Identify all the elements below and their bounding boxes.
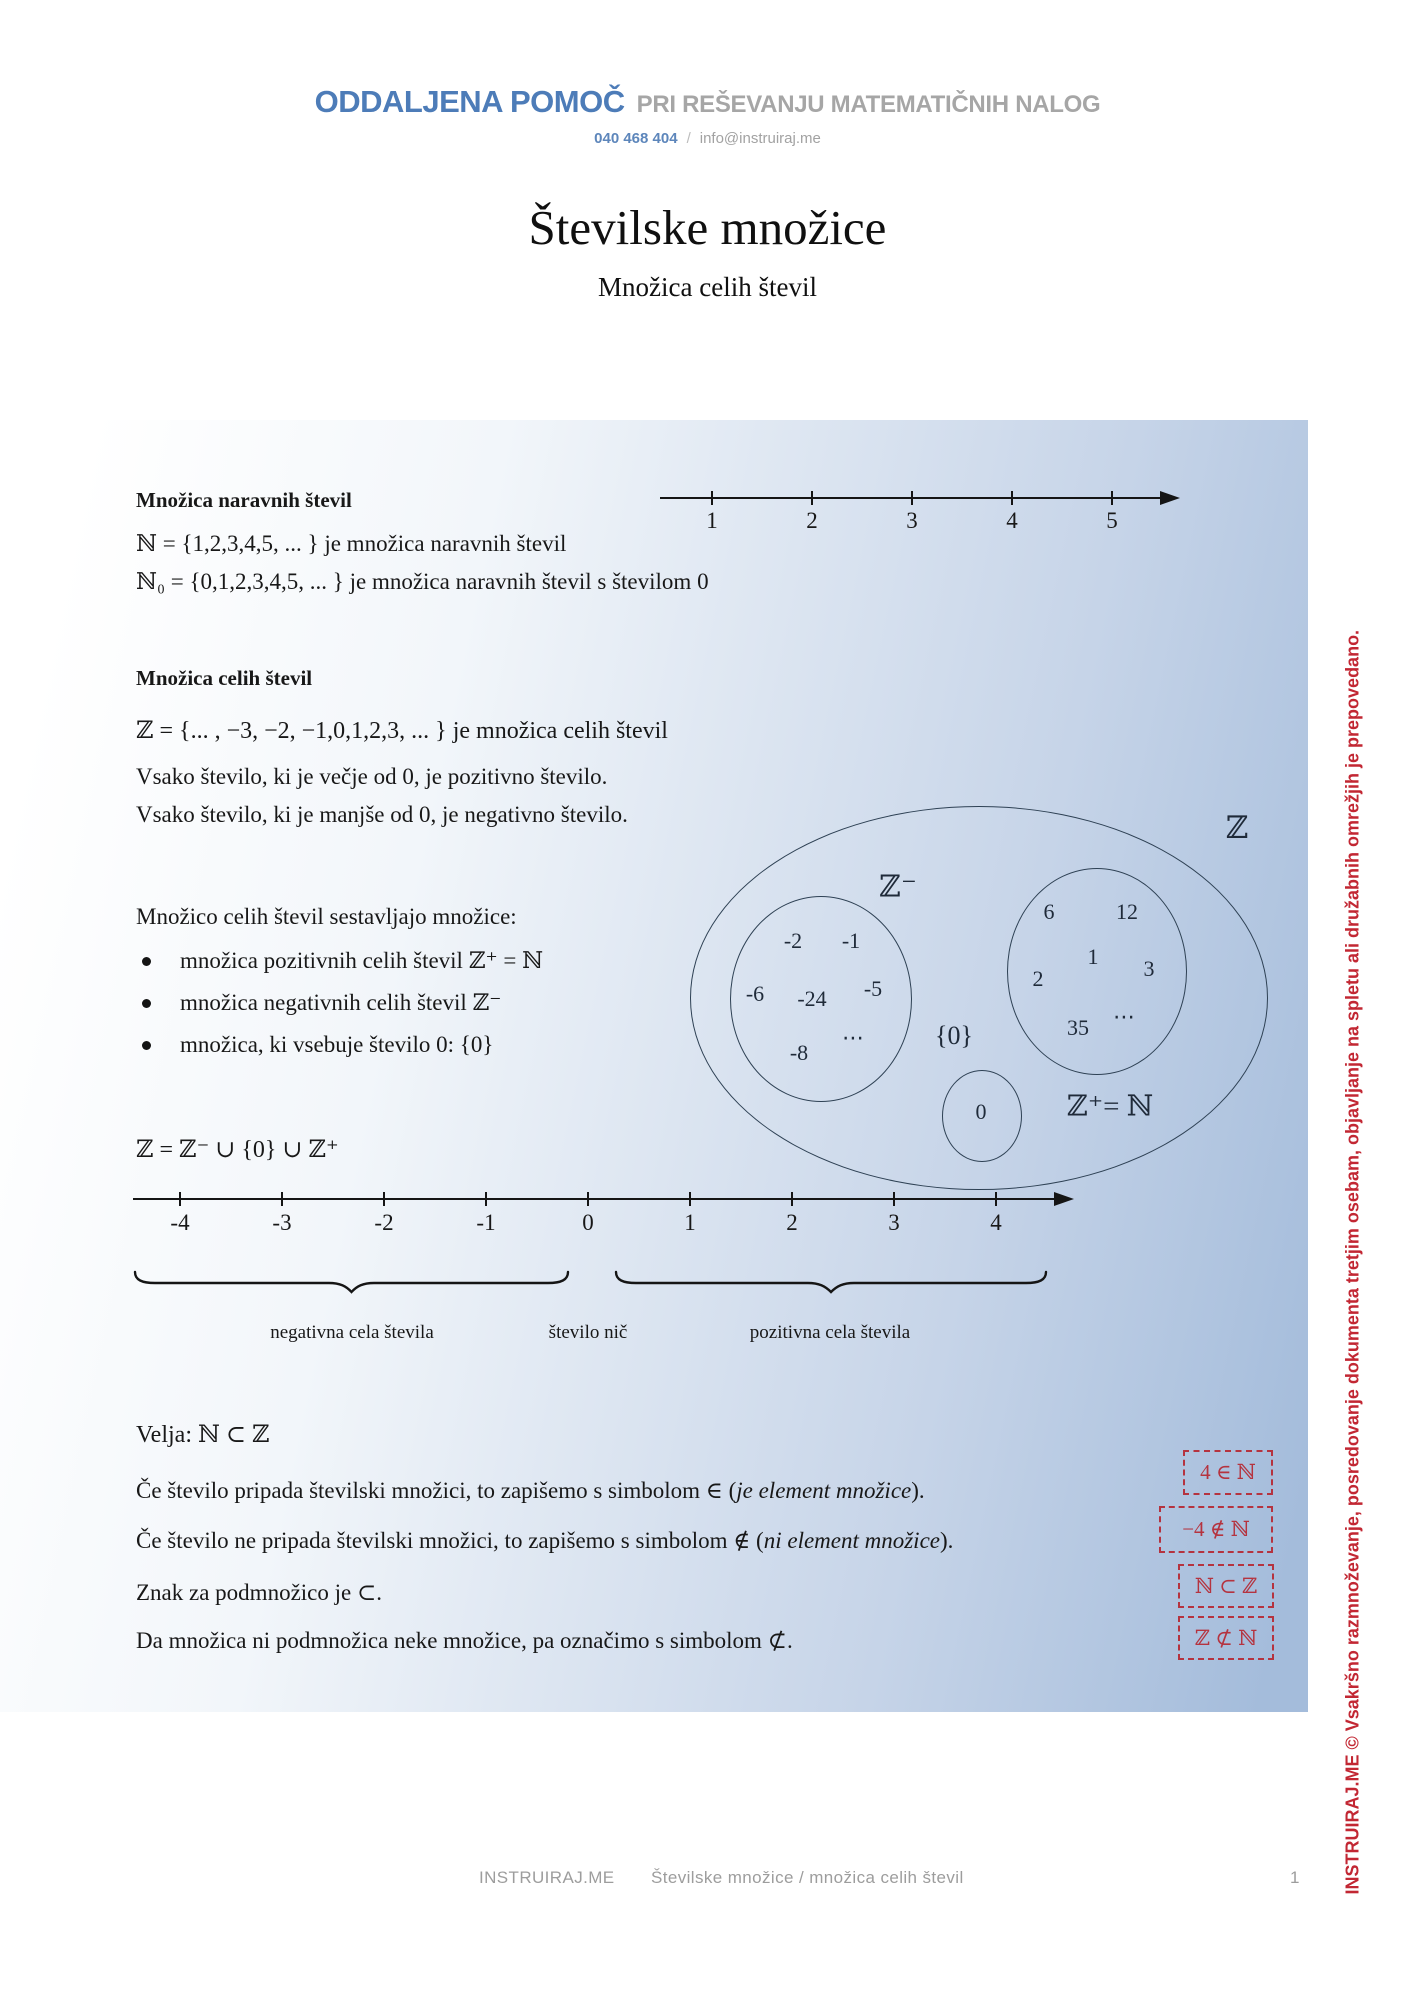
section-heading-naturals: Množica naravnih števil bbox=[136, 488, 352, 512]
venn-positive-label: ℤ⁺= ℕ bbox=[1066, 1090, 1154, 1123]
tick-label: 0 bbox=[582, 1210, 594, 1235]
venn-negative-item: -24 bbox=[797, 986, 827, 1011]
tick-label: 1 bbox=[684, 1210, 696, 1235]
rule-text: Znak za podmnožico je ⊂. bbox=[136, 1580, 382, 1605]
rule-text: ). bbox=[940, 1528, 954, 1553]
rule-text: ). bbox=[911, 1478, 925, 1503]
contact-line bbox=[0, 130, 1415, 147]
venn-negative-item: -8 bbox=[789, 1040, 809, 1065]
tick-label: 2 bbox=[786, 1210, 798, 1235]
negative-number-note: Vsako število, ki je manjše od 0, je negativno število. bbox=[136, 802, 628, 827]
tick-label: -3 bbox=[272, 1210, 292, 1235]
numberline2-arrow-icon bbox=[1054, 1192, 1074, 1206]
tick-mark bbox=[689, 1192, 691, 1206]
numberline1-arrow-icon bbox=[1160, 491, 1180, 505]
tick-mark bbox=[485, 1192, 487, 1206]
tick-label: -1 bbox=[476, 1210, 496, 1235]
example-box: 4 ∈ ℕ bbox=[1183, 1450, 1273, 1495]
rule-line bbox=[136, 1628, 793, 1654]
tick-label: -2 bbox=[374, 1210, 394, 1235]
venn-zero-set-label: {0} bbox=[935, 1021, 973, 1050]
venn-zero-item: 0 bbox=[975, 1099, 987, 1124]
venn-positive-item: 1 bbox=[1087, 944, 1099, 969]
tick-label: 4 bbox=[1006, 508, 1018, 533]
phone-number: 040 468 404 bbox=[594, 130, 678, 147]
header bbox=[0, 84, 1415, 120]
tick-label: 3 bbox=[888, 1210, 900, 1235]
tick-mark bbox=[811, 491, 813, 505]
venn-positive-item: 35 bbox=[1067, 1015, 1089, 1040]
venn-negative-item: ⋯ bbox=[842, 1025, 864, 1050]
rule-line bbox=[136, 1478, 925, 1504]
negative-brace bbox=[133, 1268, 570, 1298]
tick-mark bbox=[1111, 491, 1113, 505]
rule-line bbox=[136, 1580, 382, 1606]
footer-document: Številske množice / množica celih števil bbox=[651, 1868, 964, 1887]
positive-brace-label: pozitivna cela števila bbox=[749, 1322, 911, 1343]
tick-mark bbox=[995, 1192, 997, 1206]
venn-positive-item: 6 bbox=[1043, 899, 1055, 924]
naturals-definition: ℕ = {1,2,3,4,5, ... } je množica naravnih števil bbox=[136, 531, 567, 556]
composition-intro: Množico celih števil sestavljajo množice: bbox=[136, 904, 517, 929]
numberline2-axis bbox=[133, 1198, 1056, 1200]
venn-negative-item: -2 bbox=[783, 928, 803, 953]
email-address: info@instruiraj.me bbox=[699, 130, 821, 147]
tick-mark bbox=[911, 491, 913, 505]
brand-name: ODDALJENA POMOČ bbox=[314, 84, 625, 119]
tick-label: 3 bbox=[906, 508, 918, 533]
venn-positive-item: 3 bbox=[1143, 956, 1155, 981]
venn-negative-item: -5 bbox=[863, 976, 883, 1001]
tick-mark bbox=[281, 1192, 283, 1206]
integers-definition: ℤ = {... , −3, −2, −1,0,1,2,3, ... } je množica celih števil bbox=[136, 718, 668, 744]
rule-line bbox=[136, 1528, 953, 1554]
rule-text: Če število ne pripada številski množici, to zapišemo s simbolom ∉ ( bbox=[136, 1528, 764, 1553]
venn-negative-item: -6 bbox=[745, 981, 765, 1006]
venn-negative-item: -1 bbox=[841, 928, 861, 953]
venn-negative-label: ℤ⁻ bbox=[879, 870, 917, 904]
bullet-dot bbox=[142, 999, 151, 1008]
bullet-item: množica pozitivnih celih števil ℤ⁺ = ℕ bbox=[180, 948, 544, 973]
tick-label: 4 bbox=[990, 1210, 1002, 1235]
venn-positive-item: ⋯ bbox=[1113, 1004, 1135, 1029]
footer-site: INSTRUIRAJ.ME bbox=[479, 1868, 615, 1887]
copyright-watermark: INSTRUIRAJ.ME © Vsakršno razmnoževanje, posredovanje dokumenta tretjim osebam, objavljanje na spletu ali družabnih omrežjih je prepovedano. bbox=[1342, 629, 1363, 1895]
velja-statement: Velja: ℕ ⊂ ℤ bbox=[136, 1422, 270, 1448]
tick-label: -4 bbox=[170, 1210, 190, 1235]
bullet-item: množica negativnih celih števil ℤ⁻ bbox=[180, 990, 502, 1015]
tick-label: 1 bbox=[706, 508, 718, 533]
tick-label: 2 bbox=[806, 508, 818, 533]
tick-mark bbox=[383, 1192, 385, 1206]
bullet-item: množica, ki vsebuje število 0: {0} bbox=[180, 1032, 494, 1057]
brand-tagline: PRI REŠEVANJU MATEMATIČNIH NALOG bbox=[636, 91, 1101, 118]
positive-brace bbox=[614, 1268, 1048, 1298]
rule-text: Da množica ni podmnožica neke množice, pa označimo s simbolom ⊄. bbox=[136, 1628, 793, 1653]
tick-mark bbox=[711, 491, 713, 505]
tick-mark bbox=[1011, 491, 1013, 505]
venn-positive-item: 2 bbox=[1032, 966, 1044, 991]
bullet-dot bbox=[142, 1041, 151, 1050]
footer-page-number: 1 bbox=[1290, 1868, 1300, 1887]
positive-number-note: Vsako število, ki je večje od 0, je pozitivno število. bbox=[136, 764, 608, 789]
page-title: Številske množice bbox=[528, 200, 887, 255]
tick-mark bbox=[179, 1192, 181, 1206]
tick-mark bbox=[791, 1192, 793, 1206]
venn-positive-item: 12 bbox=[1116, 899, 1138, 924]
tick-mark bbox=[587, 1192, 589, 1206]
contact-separator: / bbox=[686, 130, 691, 147]
negative-brace-label: negativna cela števila bbox=[270, 1322, 434, 1343]
union-formula: ℤ = ℤ⁻ ∪ {0} ∪ ℤ⁺ bbox=[136, 1137, 339, 1163]
venn-outer-label: ℤ bbox=[1225, 810, 1249, 845]
bullet-dot bbox=[142, 957, 151, 966]
page-subtitle: Množica celih števil bbox=[598, 272, 817, 302]
example-box: ℕ ⊂ ℤ bbox=[1178, 1564, 1274, 1608]
naturals-with-zero-definition: ℕ₀ = {0,1,2,3,4,5, ... } je množica naravnih števil s številom 0 bbox=[136, 569, 709, 594]
tick-label: 5 bbox=[1106, 508, 1118, 533]
rule-italic: je element množice bbox=[736, 1478, 912, 1503]
tick-mark bbox=[893, 1192, 895, 1206]
rule-italic: ni element množice bbox=[763, 1528, 940, 1553]
example-box: −4 ∉ ℕ bbox=[1159, 1506, 1273, 1553]
zero-label: število nič bbox=[548, 1322, 628, 1343]
rule-text: Če število pripada številski množici, to zapišemo s simbolom ∈ ( bbox=[136, 1478, 737, 1503]
example-box: ℤ ⊄ ℕ bbox=[1178, 1616, 1274, 1660]
section-heading-integers: Množica celih števil bbox=[136, 666, 313, 690]
